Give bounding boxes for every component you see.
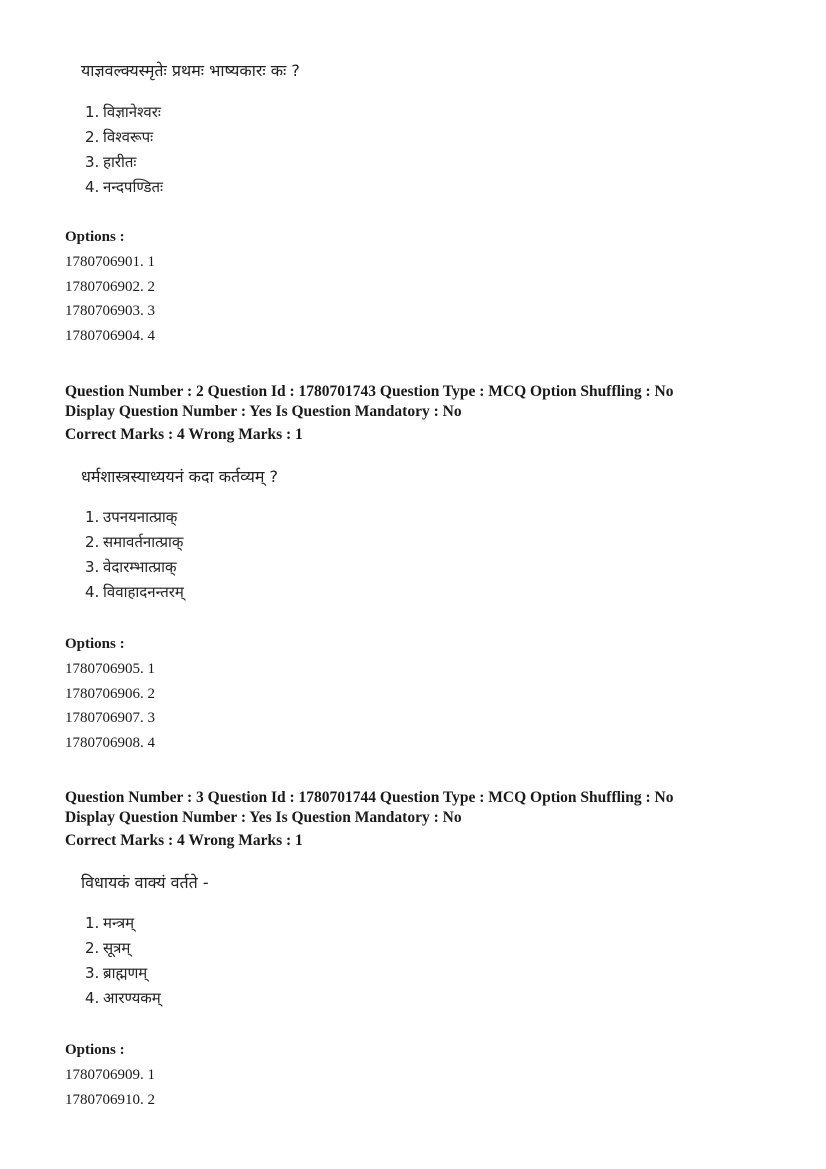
q1-option-id: 1780706903. 3 <box>65 303 155 320</box>
q2-question-text: धर्मशास्त्रस्याध्ययनं कदा कर्तव्यम् ? <box>81 467 278 486</box>
q3-option-id: 1780706910. 2 <box>65 1091 155 1108</box>
q2-choice: 1. उपनयनात्प्राक् <box>85 508 178 526</box>
q1-question-text: याज्ञवल्क्यस्मृतेः प्रथमः भाष्यकारः कः ? <box>81 61 300 80</box>
q1-options-list <box>65 250 155 349</box>
q3-option-id: 1780706909. 1 <box>65 1067 155 1083</box>
q3-options-label: Options : <box>65 1042 125 1058</box>
q1-choice: 1. विज्ञानेश्वरः <box>85 103 161 121</box>
q2-choice-list <box>85 505 184 605</box>
q2-choice: 4. विवाहादनन्तरम् <box>85 583 184 601</box>
q2-option-id: 1780706905. 1 <box>65 661 155 677</box>
q3-question-text: विधायकं वाक्यं वर्तते - <box>81 873 209 892</box>
q1-choice: 2. विश्वरूपः <box>85 128 154 146</box>
q2-options-list <box>65 657 155 756</box>
q2-choice: 3. वेदारम्भात्प्राक् <box>85 558 177 576</box>
q3-choice: 3. ब्राह्मणम् <box>85 964 148 982</box>
q1-option-id: 1780706901. 1 <box>65 254 155 270</box>
q1-option-id: 1780706902. 2 <box>65 278 155 295</box>
q3-options-list <box>65 1063 155 1112</box>
q1-option-id: 1780706904. 4 <box>65 328 155 345</box>
q3-choice: 4. आरण्यकम् <box>85 989 161 1007</box>
q3-choice: 2. सूत्रम् <box>85 939 131 957</box>
q2-option-id: 1780706907. 3 <box>65 710 155 727</box>
q1-choice: 3. हारीतः <box>85 153 137 171</box>
q3-choice: 1. मन्त्रम् <box>85 914 135 932</box>
q1-choice-list <box>85 100 163 200</box>
q2-choice: 2. समावर्तनात्प्राक् <box>85 533 184 551</box>
q2-options-label: Options : <box>65 636 125 652</box>
q2-meta-line3: Correct Marks : 4 Wrong Marks : 1 <box>65 426 303 443</box>
q3-meta <box>65 788 673 851</box>
q2-option-id: 1780706906. 2 <box>65 685 155 702</box>
q3-choice-list <box>85 911 161 1011</box>
q2-meta-line1: Question Number : 2 Question Id : 1780701743 Question Type : MCQ Option Shuffling : No <box>65 383 674 400</box>
q3-meta-line3: Correct Marks : 4 Wrong Marks : 1 <box>65 832 303 849</box>
q1-options-label: Options : <box>65 229 125 245</box>
q2-option-id: 1780706908. 4 <box>65 735 155 752</box>
q2-meta <box>65 382 673 445</box>
q2-meta-line2: Display Question Number : Yes Is Question Mandatory : No <box>65 403 462 420</box>
q3-meta-line1: Question Number : 3 Question Id : 1780701744 Question Type : MCQ Option Shuffling : No <box>65 789 674 806</box>
q3-meta-line2: Display Question Number : Yes Is Question Mandatory : No <box>65 809 462 826</box>
q1-choice: 4. नन्दपण्डितः <box>85 178 164 196</box>
